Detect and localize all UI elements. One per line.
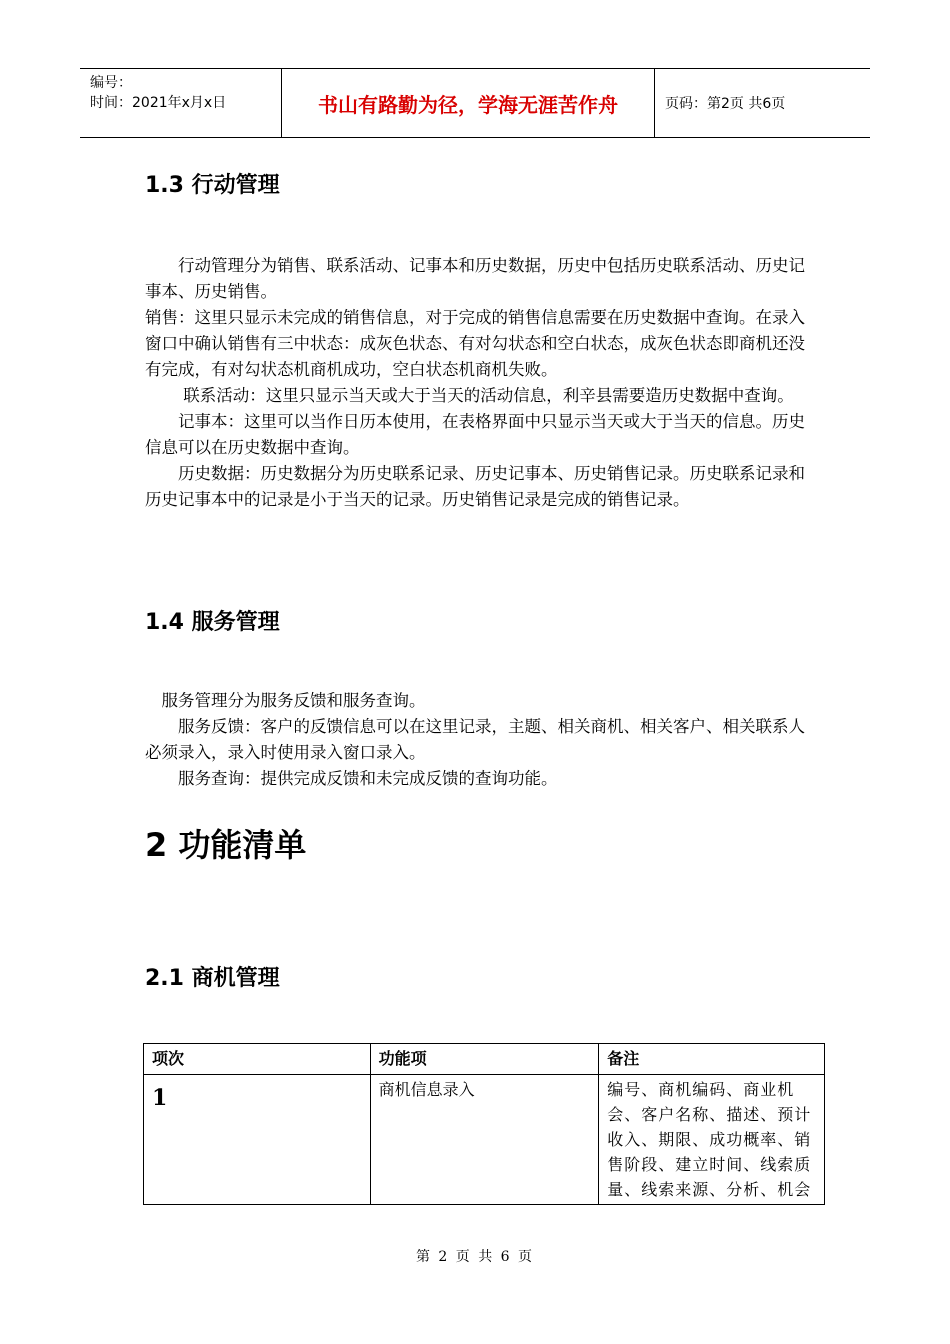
column-header-item: 功能项: [370, 1044, 599, 1075]
section-2-1-title: 2.1 商机管理: [145, 966, 280, 991]
page-footer: 第 2 页 共 6 页: [415, 1249, 535, 1265]
table-row: [144, 1075, 825, 1205]
paragraph: 记事本：这里可以当作日历本使用，在表格界面中只显示当天或大于当天的信息。历史信息可以在历史数据中查询。: [145, 412, 805, 457]
header-meta: [80, 69, 282, 137]
paragraph: 销售：这里只显示未完成的销售信息，对于完成的销售信息需要在历史数据中查询。在录入窗口中确认销售有三中状态：成灰色状态、有对勾状态和空白状态，成灰色状态即商机还没有完成，有对勾状态机商机成功，空白状态机商机失败。: [145, 308, 805, 379]
paragraph: 历史数据：历史数据分为历史联系记录、历史记事本、历史销售记录。历史联系记录和历史记事本中的记录是小于当天的记录。历史销售记录是完成的销售记录。: [145, 464, 805, 509]
function-table: [143, 1043, 825, 1205]
section-1-3-title: 1.3 行动管理: [145, 173, 280, 198]
paragraph: 服务查询：提供完成反馈和未完成反馈的查询功能。: [145, 769, 558, 788]
paragraph: 服务反馈：客户的反馈信息可以在这里记录，主题、相关商机、相关客户、相关联系人必须录入，录入时使用录入窗口录入。: [145, 717, 805, 762]
cell-note: 编号、商机编码、商业机会、客户名称、描述、预计收入、期限、成功概率、销售阶段、建立时间、线索质量、线索来源、分析、机会: [599, 1075, 825, 1205]
column-header-no: 项次: [144, 1044, 371, 1075]
header-number-label: 编号：: [90, 75, 132, 91]
header-time-label: 时间：2021年x月x日: [90, 95, 227, 111]
cell-item: 商机信息录入: [370, 1075, 599, 1205]
section-1-3-body: [145, 253, 820, 513]
table-header-row: [144, 1044, 825, 1075]
header-motto: 书山有路勤为径，学海无涯苦作舟: [282, 69, 655, 137]
paragraph: 服务管理分为服务反馈和服务查询。: [145, 691, 426, 710]
paragraph: 联系活动：这里只显示当天或大于当天的活动信息，利辛县需要造历史数据中查询。: [145, 386, 794, 405]
page-header: [80, 68, 870, 138]
section-2-title: 2 功能清单: [145, 826, 307, 864]
section-1-4-title: 1.4 服务管理: [145, 610, 280, 635]
section-1-4-body: [145, 688, 820, 792]
cell-no: 1: [144, 1075, 371, 1205]
paragraph: 行动管理分为销售、联系活动、记事本和历史数据，历史中包括历史联系活动、历史记事本、历史销售。: [145, 256, 805, 301]
header-page-info: 页码：第2页 共6页: [665, 96, 786, 112]
column-header-note: 备注: [599, 1044, 825, 1075]
